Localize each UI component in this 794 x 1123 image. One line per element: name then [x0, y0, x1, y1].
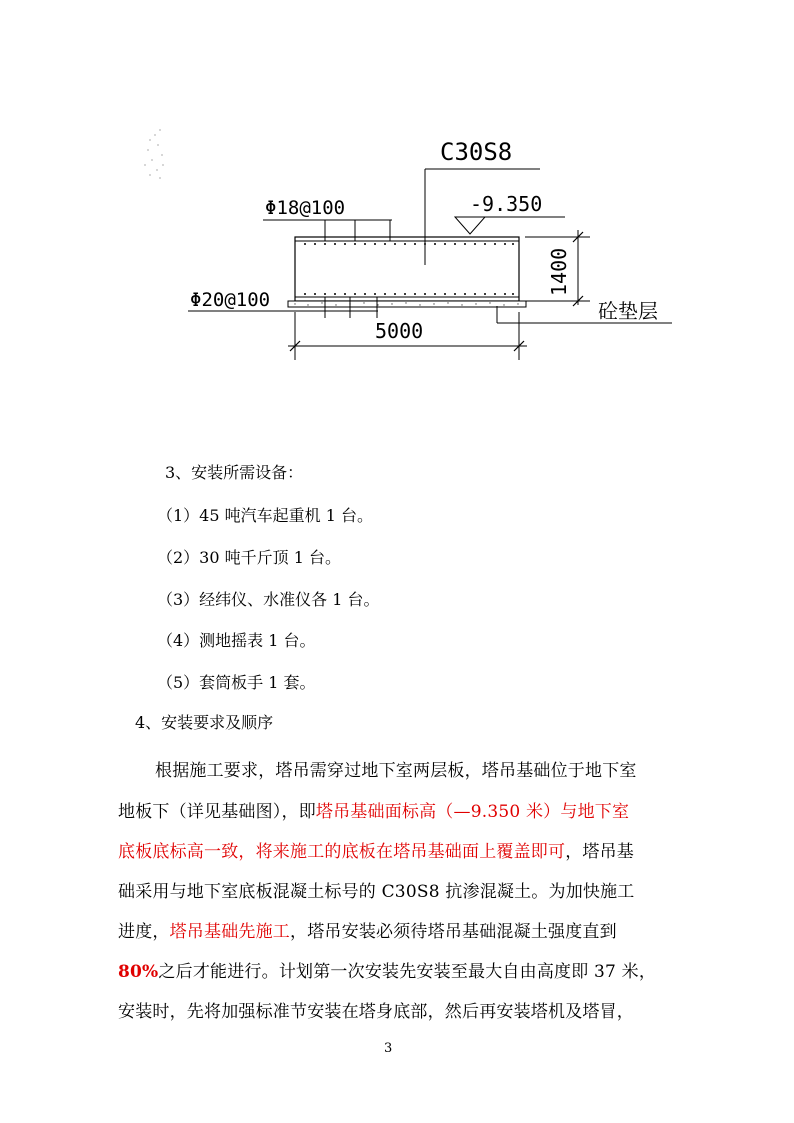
width-label: 5000 [375, 319, 424, 343]
page-number: 3 [384, 1041, 393, 1056]
paragraph-line-2 [118, 797, 629, 822]
top-rebar-label: Φ18@100 [265, 197, 346, 219]
paragraph-text: ，塔吊基 [565, 842, 635, 862]
equipment-item-4: （4）测地摇表 1 台。 [157, 631, 316, 650]
cushion-layer [288, 301, 526, 307]
foundation-section-drawing [0, 0, 794, 420]
paragraph-text: 础采用与地下室底板混凝土标号的 C30S8 抗渗混凝土。为加快施工 [118, 882, 635, 902]
thickness-label: 1400 [547, 247, 571, 296]
equipment-item-2: （2）30 吨千斤顶 1 台。 [157, 548, 341, 567]
equipment-item-1: （1）45 吨汽车起重机 1 台。 [157, 506, 373, 525]
cushion-layer-label: 砼垫层 [598, 299, 658, 323]
scan-speckle [144, 129, 164, 179]
paragraph-text: ，塔吊安装必须待塔吊基础混凝土强度直到 [290, 922, 617, 942]
equipment-item-3: （3）经纬仪、水准仪各 1 台。 [157, 590, 380, 609]
requirements-heading: 4、安装要求及顺序 [135, 713, 274, 732]
concrete-grade-label: C30S8 [440, 138, 513, 166]
elevation-label: -9.350 [470, 192, 543, 216]
highlighted-text: 底板底标高一致，将来施工的底板在塔吊基础面上覆盖即可 [118, 842, 566, 862]
highlighted-text: 80% [118, 962, 159, 982]
paragraph-line-5 [118, 917, 617, 942]
equipment-item-5: （5）套筒板手 1 套。 [157, 673, 316, 692]
highlighted-text: 塔吊基础先施工 [169, 922, 291, 942]
highlighted-text: 塔吊基础面标高（—9.350 米）与地下室 [315, 802, 630, 822]
paragraph-text: 之后才能进行。计划第一次安装先安装至最大自由高度即 37 米， [158, 962, 657, 982]
bottom-rebar-label: Φ20@100 [190, 289, 271, 311]
top-rebar-dots [304, 243, 514, 245]
paragraph-line-7 [118, 997, 634, 1022]
equipment-heading: 3、安装所需设备： [165, 463, 304, 482]
paragraph-text: 安装时，先将加强标准节安装在塔身底部，然后再安装塔机及塔冒， [118, 1002, 634, 1022]
bottom-rebar-dots [304, 293, 514, 295]
paragraph-line-4 [118, 877, 635, 902]
foundation-slab [295, 237, 519, 301]
paragraph-line-6 [118, 957, 656, 982]
paragraph-text: 根据施工要求，塔吊需穿过地下室两层板，塔吊基础位于地下室 [155, 761, 637, 781]
paragraph-line-1 [155, 756, 637, 781]
paragraph-text: 进度， [118, 922, 170, 942]
paragraph-text: 地板下（详见基础图），即 [118, 802, 316, 822]
paragraph-line-3 [118, 837, 634, 862]
